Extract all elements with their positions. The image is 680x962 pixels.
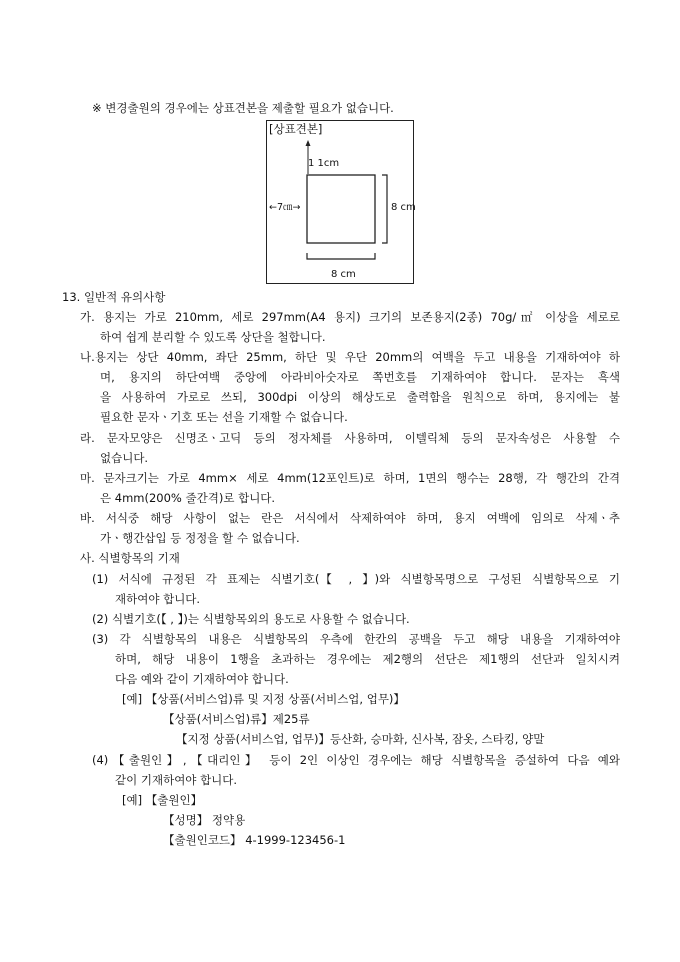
inner-square [307, 175, 375, 243]
sa-item4-example-3: 【출원인코드】 4-1999-123456-1 [163, 833, 346, 847]
sa-item3-example-2: 【상품(서비스업)류】제25류 [163, 712, 310, 726]
na-line-4: 필요한 문자ㆍ기호 또는 선을 기재할 수 없습니다. [100, 410, 348, 424]
top-arrow-head [306, 140, 311, 146]
ma-line-1: 마. 문자크기는 가로 4mm× 세로 4mm(12포인트)로 하며, 1면의 행수는 28행, 각 행간의 간격 [80, 471, 620, 485]
dim-bottom-label: 8 cm [331, 269, 356, 280]
bottom-bracket [307, 253, 375, 259]
note-text: ※ 변경출원의 경우에는 상표견본을 제출할 필요가 없습니다. [92, 101, 394, 115]
diagram-label: [상표견본] [269, 122, 323, 136]
na-line-1: 나.용지는 상단 40mm, 좌단 25mm, 하단 및 우단 20mm의 여백을 두고 내용을 기재하여야 하 [80, 350, 620, 364]
ga-line-1: 가. 용지는 가로 210mm, 세로 297mm(A4 용지) 크기의 보존용지(2종) 70g/㎡ 이상을 세로로 [80, 310, 620, 324]
sa-item4-example-1: [예] 【출원인】 [122, 793, 203, 807]
ra-line-2: 없습니다. [100, 451, 149, 465]
ba-line-2: 가ㆍ행간삽입 등 정정을 할 수 없습니다. [100, 531, 300, 545]
na-line-2: 며, 용지의 하단여백 중앙에 아라비아숫자로 쪽번호를 기재하여야 합니다. 문자는 흑색 [100, 370, 620, 384]
sa-item4-line-2: 같이 기재하여야 합니다. [115, 773, 238, 787]
ga-line-2: 하여 쉽게 분리할 수 있도록 상단을 철합니다. [100, 330, 326, 344]
sa-item3-line-1: (3) 각 식별항목의 내용은 식별항목의 우측에 한칸의 공백을 두고 해당 내용을 기재하여야 [92, 632, 620, 646]
sa-item3-example-1: [예] 【상품(서비스업)류 및 지정 상품(서비스업, 업무)】 [122, 692, 405, 706]
na-line-3: 을 사용하여 가로로 쓰되, 300dpi 이상의 해상도로 출력함을 원칙으로 하며, 용지에는 불 [100, 390, 620, 404]
sa-item3-line-3: 다음 예와 같이 기재하여야 합니다. [115, 672, 289, 686]
sa-item1-line-1: (1) 서식에 규정된 각 표제는 식별기호(【 , 】)와 식별항목명으로 구성된 식별항목으로 기 [92, 572, 620, 586]
section-title: 13. 일반적 유의사항 [62, 290, 166, 304]
sa-item1-line-2: 재하여야 합니다. [115, 592, 201, 606]
sa-item4-example-2: 【성명】 정약용 [163, 813, 246, 827]
sa-item4-line-1: (4)【출원인】,【대리인】 등이 2인 이상인 경우에는 해당 식별항목을 증설하여 다음 예와 [92, 753, 620, 767]
sa-title: 사. 식별항목의 기재 [80, 551, 180, 565]
ma-line-2: 은 4mm(200% 줄간격)로 합니다. [100, 491, 276, 505]
dim-top-label: 1 1cm [308, 158, 340, 169]
sa-item2-line-1: (2) 식별기호(【 , 】)는 식별항목외의 용도로 사용할 수 없습니다. [92, 612, 410, 626]
sa-item3-example-3: 【지정 상품(서비스업, 업무)】등산화, 승마화, 신사복, 잠옷, 스타킹, 양말 [176, 732, 545, 746]
dim-left-label: ←7㎝→ [269, 202, 301, 213]
ba-line-1: 바. 서식중 해당 사항이 없는 란은 서식에서 삭제하여야 하며, 용지 여백에 임의로 삭제ㆍ추 [80, 511, 620, 525]
sa-item3-line-2: 하며, 해당 내용이 1행을 초과하는 경우에는 제2행의 선단은 제1행의 선단과 일치시켜 [115, 652, 620, 666]
right-bracket [382, 175, 387, 243]
ra-line-1: 라. 문자모양은 신명조ㆍ고딕 등의 정자체를 사용하며, 이텔릭체 등의 문자속성은 사용할 수 [80, 431, 620, 445]
dim-right-label: 8 cm [391, 202, 416, 213]
